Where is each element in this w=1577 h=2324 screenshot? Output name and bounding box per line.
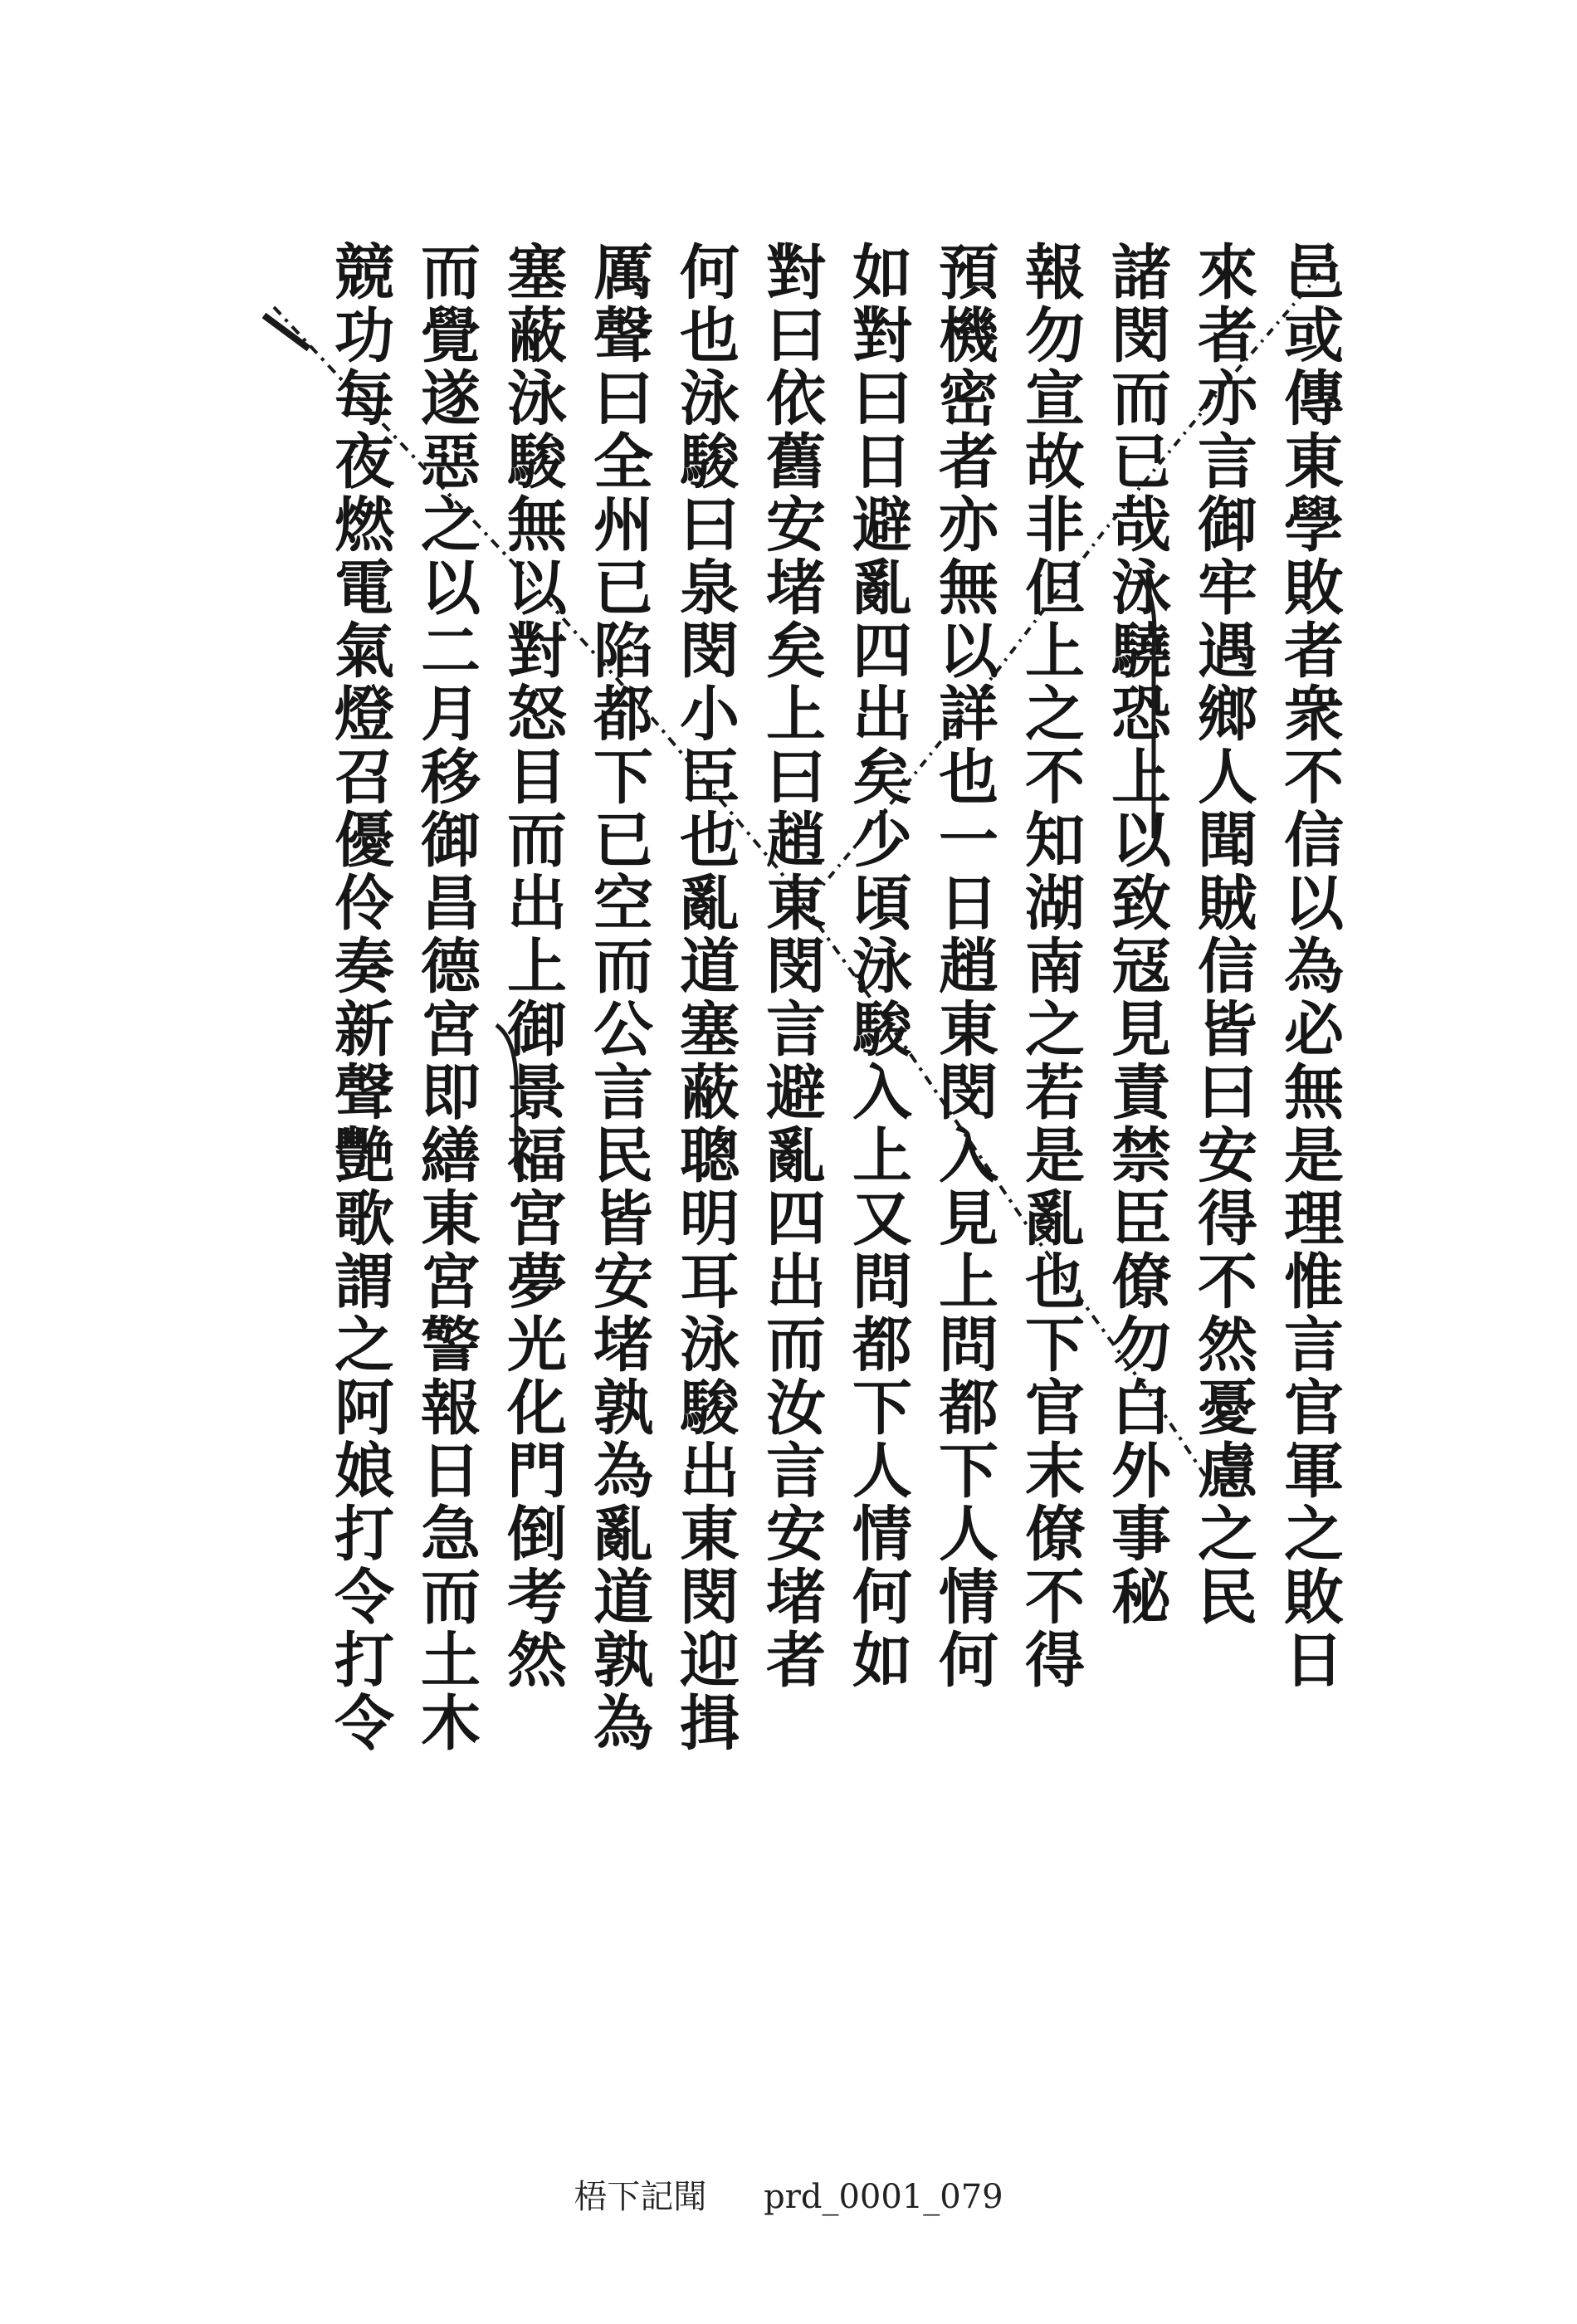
text-column-7: 對曰依舊安堵矣上曰趙東閔言避亂四出而汝言安堵者 xyxy=(756,241,827,1692)
text-column-11: 而覺遂惡之以二月移御昌德宮即繕東宮警報日急而土木 xyxy=(411,241,481,1755)
text-column-12: 競功每夜燃電氣燈召優伶奏新聲艷歌謂之阿娘打令打令 xyxy=(325,241,395,1755)
text-column-9: 厲聲曰全州已陷都下已空而公言民皆安堵孰為亂道孰為 xyxy=(583,241,654,1755)
text-column-3: 諸閔而已哉泳驍恐上以致冦見責禁臣僚勿白外事秘 xyxy=(1101,241,1172,1628)
text-column-1: 邑或傳東學敗者衆不信以為必無是理惟言官軍之敗日 xyxy=(1274,241,1345,1692)
document-title: 梧下記聞 xyxy=(574,2178,707,2216)
text-column-10: 塞蔽泳駿無以對怒目而出上御景福宮夢光化門倒考然 xyxy=(497,241,568,1692)
manuscript-text-block xyxy=(266,241,1345,1868)
page-footer xyxy=(0,2170,1577,2218)
text-column-4: 報勿宣故非但上之不知湖南之若是亂也下官末僚不得 xyxy=(1015,241,1086,1692)
text-column-6: 如對曰日避亂四出矣少頃泳駿入上又問都下人情何如 xyxy=(842,241,913,1692)
text-column-5: 預機密者亦無以詳也一日趙東閔入見上問都下人情何 xyxy=(929,241,999,1692)
text-column-2: 來者亦言御牢遇鄉人聞賊信皆曰安得不然憂慮之民 xyxy=(1188,241,1258,1628)
text-column-8: 何也泳駿曰泉閔小臣也亂道塞蔽聰明耳泳駿出東閔迎揖 xyxy=(670,241,740,1755)
page-identifier: prd_0001_079 xyxy=(764,2178,1003,2216)
